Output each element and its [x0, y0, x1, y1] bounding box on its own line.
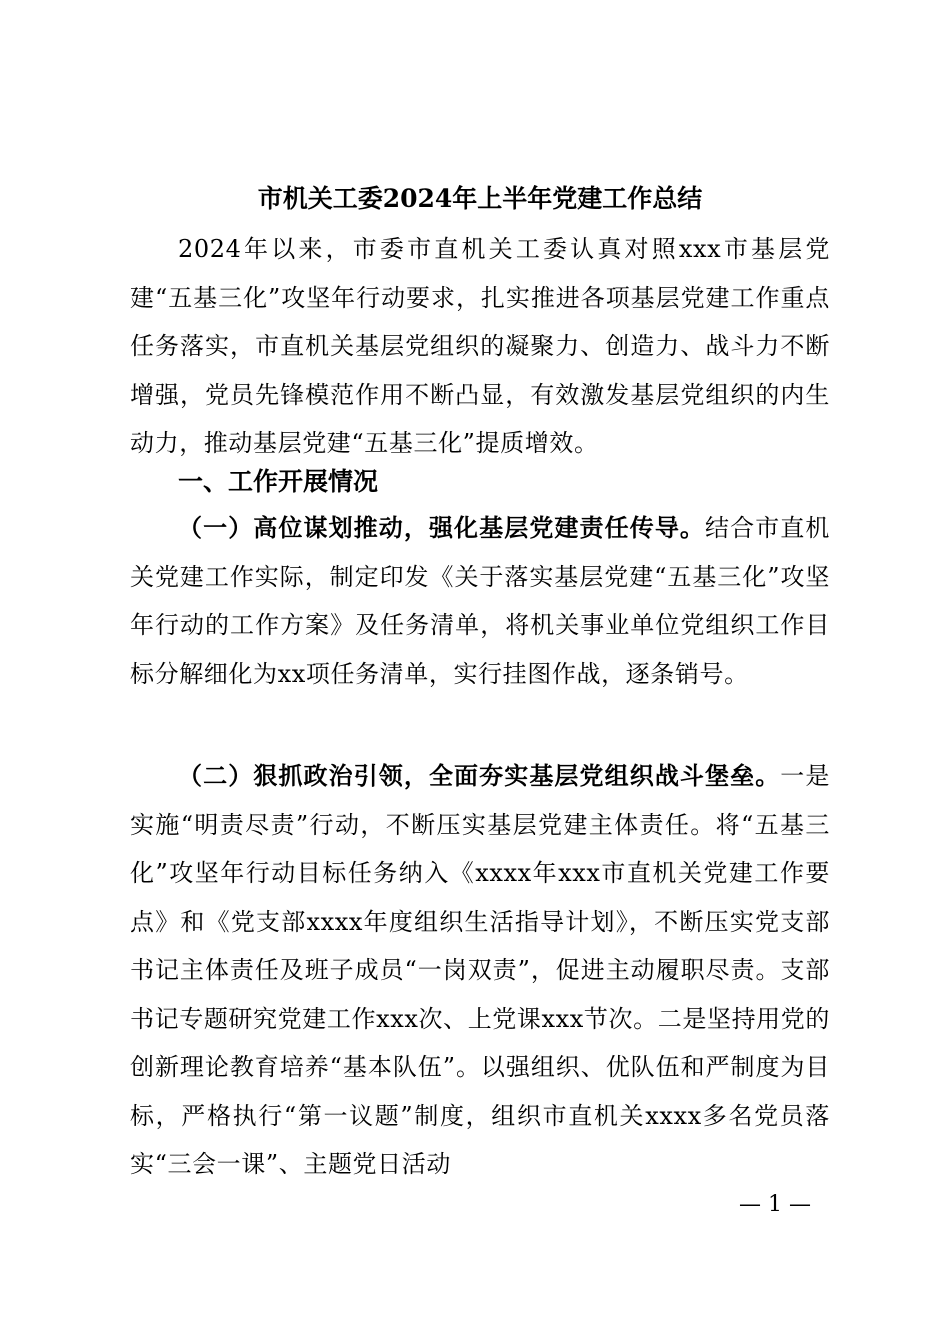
- paragraph-lead: （一）高位谋划推动，强化基层党建责任传导。: [178, 513, 706, 542]
- section-heading: 一、工作开展情况: [178, 467, 379, 496]
- page-number: — 1 —: [739, 1192, 811, 1217]
- paragraph-item-1: [130, 504, 830, 698]
- paragraph-text: 一是实施“明责尽责”行动，不断压实基层党建主体责任。将“五基三化”攻坚年行动目标任务纳入《xxxx年xxx市直机关党建工作要点》和《党支部xxxx年度组织生活指导计划》，不断压实党支部书记主体责任及班子成员“一岗双责”，促进主动履职尽责。支部书记专题研究党建工作xxx次、上党课xxx节次。二是坚持用党的创新理论教育培养“基本队伍”。以强组织、优队伍和严制度为目标，严格执行“第一议题”制度，组织市直机关xxxx多名党员落实“三会一课”、主题党日活动: [130, 762, 830, 1178]
- paragraph-text: 结合市直机关党建工作实际，制定印发《关于落实基层党建“五基三化”攻坚年行动的工作方案》及任务清单，将机关事业单位党组织工作目标分解细化为xx项任务清单，实行挂图作战，逐条销号。: [130, 514, 830, 688]
- document-title: 市机关工委2024年上半年党建工作总结: [257, 184, 703, 213]
- paragraph-lead: （二）狠抓政治引领，全面夯实基层党组织战斗堡垒。: [178, 761, 781, 790]
- intro-paragraph: 2024年以来，市委市直机关工委认真对照xxx市基层党建“五基三化”攻坚年行动要求，扎实推进各项基层党建工作重点任务落实，市直机关基层党组织的凝聚力、创造力、战斗力不断增强，党员先锋模范作用不断凸显，有效激发基层党组织的内生动力，推动基层党建“五基三化”提质增效。: [130, 235, 830, 457]
- paragraph-item-2: [130, 752, 830, 1189]
